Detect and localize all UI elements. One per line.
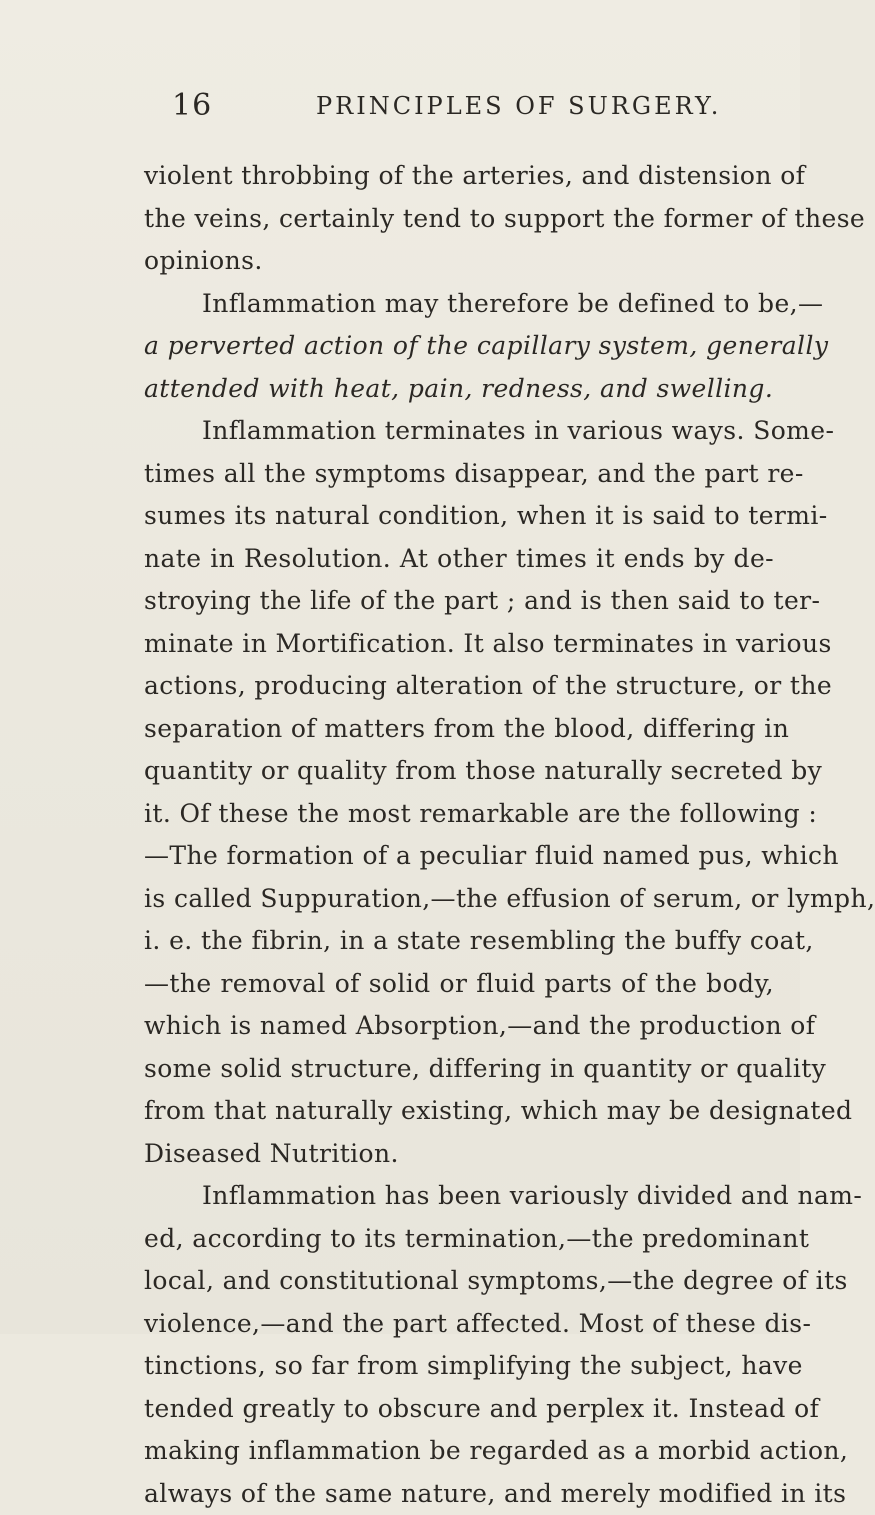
text-line: Inflammation terminates in various ways. Some- [144, 410, 774, 453]
text-line: the veins, certainly tend to support the former of these [144, 198, 774, 241]
text-line: from that naturally existing, which may be designated [144, 1090, 774, 1133]
text-line: local, and constitutional symptoms,—the degree of its [144, 1260, 774, 1303]
text-line: tinctions, so far from simplifying the subject, have [144, 1345, 774, 1388]
text-line: minate in Mortification. It also terminates in various [144, 623, 774, 666]
text-line: some solid structure, differing in quantity or quality [144, 1048, 774, 1091]
text-line: —the removal of solid or fluid parts of the body, [144, 963, 774, 1006]
running-head: PRINCIPLES OF SURGERY. [316, 86, 721, 126]
text-line: stroying the life of the part ; and is then said to ter- [144, 580, 774, 623]
text-line: is called Suppuration,—the effusion of serum, or lymph, [144, 878, 774, 921]
text-line: quantity or quality from those naturally secreted by [144, 750, 774, 793]
text-line: which is named Absorption,—and the production of [144, 1005, 774, 1048]
definition-line: attended with heat, pain, redness, and swelling. [144, 368, 774, 411]
text-line: tended greatly to obscure and perplex it. Instead of [144, 1388, 774, 1431]
text-line: violent throbbing of the arteries, and distension of [144, 155, 774, 198]
text-line: Inflammation may therefore be defined to be,— [144, 283, 774, 326]
text-line: sumes its natural condition, when it is said to termi- [144, 495, 774, 538]
page-number: 16 [172, 86, 212, 126]
text-line: always of the same nature, and merely modified in its [144, 1473, 774, 1515]
text-line: times all the symptoms disappear, and the part re- [144, 453, 774, 496]
text-line: —The formation of a peculiar fluid named pus, which [144, 835, 774, 878]
text-line: ed, according to its termination,—the predominant [144, 1218, 774, 1261]
text-line: opinions. [144, 240, 774, 283]
text-line: violence,—and the part affected. Most of these dis- [144, 1303, 774, 1346]
text-line: Inflammation has been variously divided and nam- [144, 1175, 774, 1218]
definition-line: a perverted action of the capillary system, generally [144, 325, 774, 368]
page-header [172, 86, 732, 126]
text-line: nate in Resolution. At other times it ends by de- [144, 538, 774, 581]
text-line: it. Of these the most remarkable are the following : [144, 793, 774, 836]
text-line: making inflammation be regarded as a morbid action, [144, 1430, 774, 1473]
text-line: actions, producing alteration of the structure, or the [144, 665, 774, 708]
body-text [144, 155, 774, 1515]
text-line: Diseased Nutrition. [144, 1133, 774, 1176]
text-line: i. e. the fibrin, in a state resembling the buffy coat, [144, 920, 774, 963]
text-line: separation of matters from the blood, differing in [144, 708, 774, 751]
